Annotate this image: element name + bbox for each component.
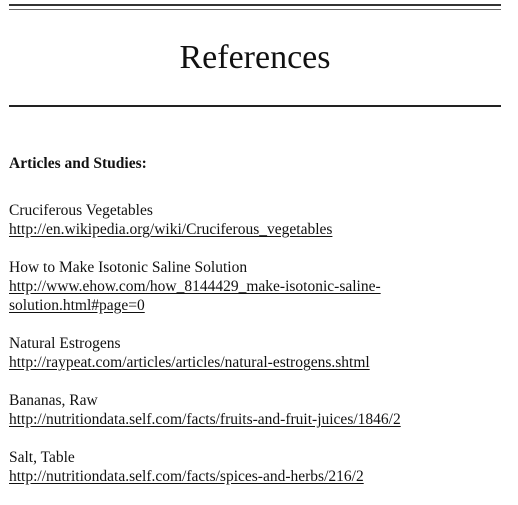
reference-link[interactable] <box>9 467 504 486</box>
top-rule-thick <box>9 4 501 6</box>
reference-title: Salt, Table <box>9 449 75 466</box>
reference-link[interactable] <box>9 353 504 372</box>
reference-item <box>9 334 504 372</box>
page-title: References <box>179 39 331 76</box>
top-rule-thin <box>9 9 501 10</box>
reference-link-line: solution.html#page=0 <box>9 297 145 314</box>
reference-item <box>9 391 504 429</box>
reference-title: Cruciferous Vegetables <box>9 202 153 219</box>
reference-item <box>9 258 504 315</box>
reference-title: Natural Estrogens <box>9 335 121 352</box>
reference-title: Bananas, Raw <box>9 392 98 409</box>
title-divider <box>9 105 501 107</box>
reference-link-line: http://en.wikipedia.org/wiki/Cruciferous_vegetables <box>9 221 333 238</box>
reference-link[interactable] <box>9 410 504 429</box>
reference-item <box>9 448 504 486</box>
reference-link[interactable] <box>9 220 504 239</box>
reference-list <box>9 201 504 505</box>
reference-link[interactable] <box>9 277 504 315</box>
reference-link-line: http://raypeat.com/articles/articles/natural-estrogens.shtml <box>9 354 370 371</box>
reference-link-line: http://nutritiondata.self.com/facts/spices-and-herbs/216/2 <box>9 468 364 485</box>
reference-link-line: http://www.ehow.com/how_8144429_make-isotonic-saline- <box>9 278 381 295</box>
section-heading: Articles and Studies: <box>9 155 147 172</box>
reference-item <box>9 201 504 239</box>
reference-link-line: http://nutritiondata.self.com/facts/fruits-and-fruit-juices/1846/2 <box>9 411 401 428</box>
reference-title: How to Make Isotonic Saline Solution <box>9 259 248 276</box>
